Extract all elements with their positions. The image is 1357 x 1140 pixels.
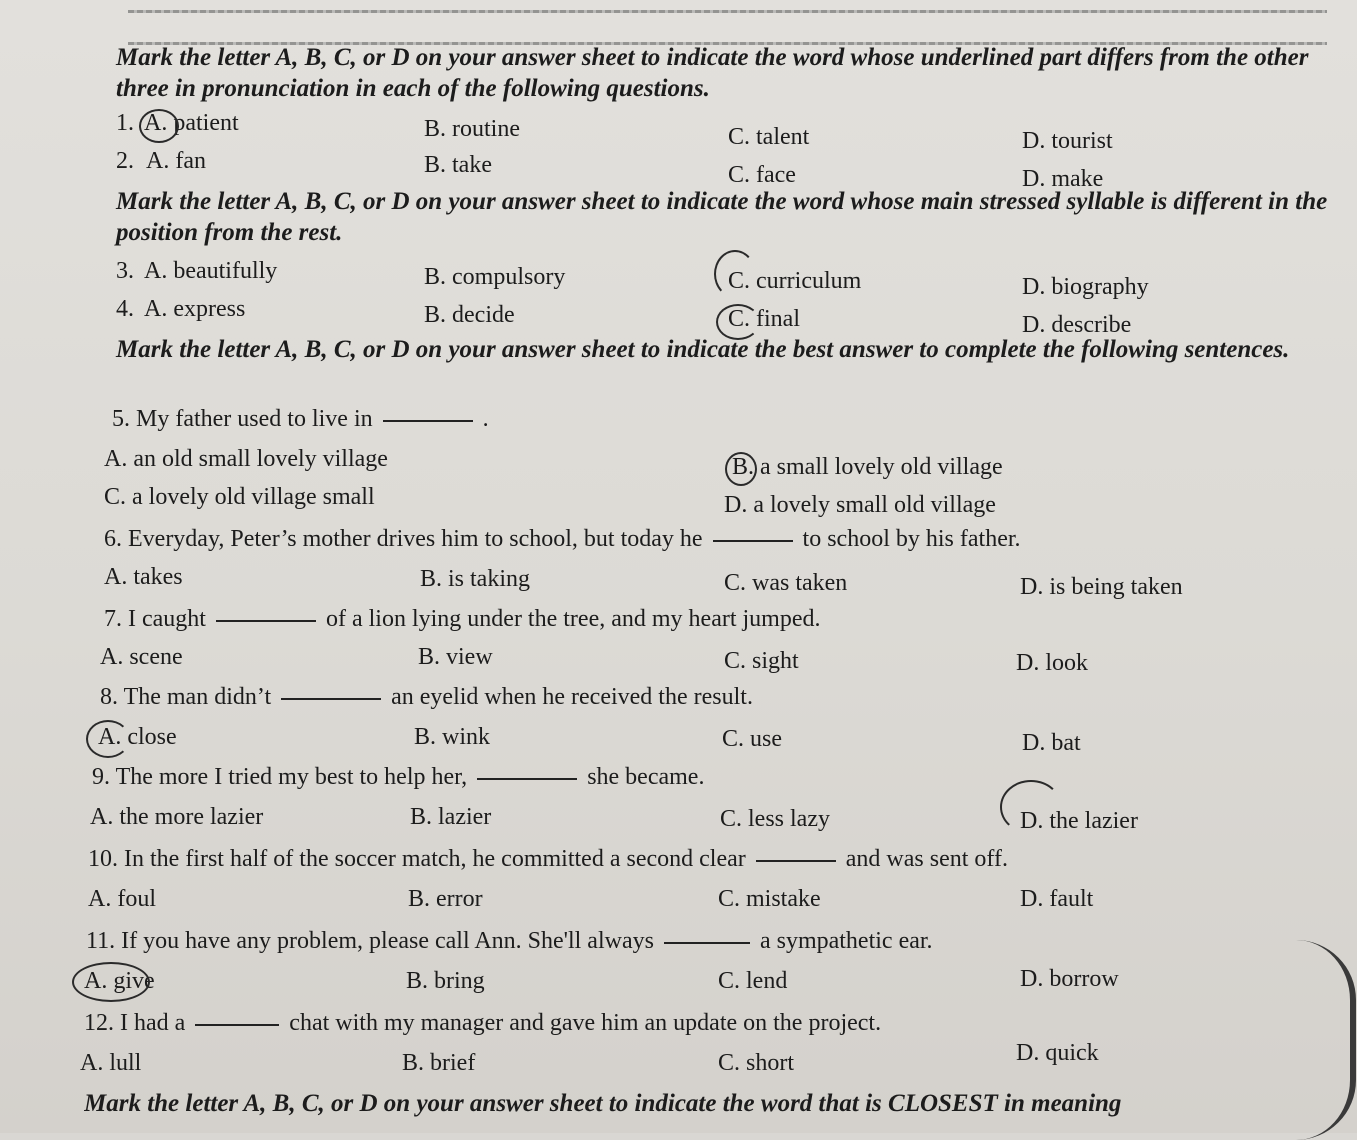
q8-stem [100,684,753,711]
q8-blank [281,698,381,700]
section-1-instruction: Mark the letter A, B, C, or D on your answer sheet to indicate the word whose underlined part differs from the other three in pronunciation in each of the following questions. [116,44,1309,102]
q10-blank [756,860,836,862]
answer-circle-q3 [714,250,756,298]
q11-stem-b: a sympathetic ear. [759,928,933,954]
q8-stem-a: The man didn’t [123,684,272,710]
section-2-instruction: Mark the letter A, B, C, or D on your answer sheet to indicate the word whose main stressed syllable is different in the position from the rest. [116,188,1328,246]
q10-num: 10. [88,846,118,872]
answer-circle-q5 [725,452,757,486]
q8-option-d[interactable]: D. bat [1022,730,1081,756]
q6-stem [104,526,1021,553]
q7-option-d[interactable]: D. look [1016,650,1088,676]
q6-stem-a: Everyday, Peter’s mother drives him to school, but today he [128,526,703,552]
q12-stem-a: I had a [120,1010,186,1036]
q5-stem-a: My father used to live in [136,406,373,432]
q8-option-a[interactable]: A. close [98,724,177,750]
q5-num: 5. [112,406,130,432]
q10-option-a[interactable]: A. foul [88,886,156,912]
q9-stem-a: The more I tried my best to help her, [115,764,468,790]
top-divider [128,10,1327,13]
q11-option-d[interactable]: D. borrow [1020,966,1119,992]
q5-stem-b: . [482,406,489,432]
q7-stem-a: I caught [128,606,206,632]
q2-option-b[interactable]: B. take [424,152,492,178]
q5-blank [383,420,473,422]
q12-option-c[interactable]: C. short [718,1050,795,1076]
q11-stem-a: If you have any problem, please call Ann. She'll always [121,928,654,954]
q4-option-d[interactable]: D. describe [1022,312,1132,338]
q3-num: 3. [116,258,134,284]
answer-circle-q8 [86,720,130,758]
q11-option-a[interactable]: A. give [84,968,155,994]
q6-stem-b: to school by his father. [802,526,1021,552]
q1-option-a[interactable]: A. patient [144,110,239,136]
q9-blank [477,778,577,780]
q9-option-d[interactable]: D. the lazier [1020,808,1138,834]
q9-stem-b: she became. [587,764,705,790]
q10-option-b[interactable]: B. error [408,886,483,912]
q7-blank [216,620,316,622]
q2-option-a[interactable]: A. fan [146,148,206,174]
q12-option-b[interactable]: B. brief [402,1050,476,1076]
q3-option-a[interactable]: A. beautifully [144,258,278,284]
q4-num: 4. [116,296,134,322]
q10-stem-b: and was sent off. [845,846,1008,872]
q3-option-d[interactable]: D. biography [1022,274,1149,300]
q9-option-b[interactable]: B. lazier [410,804,492,830]
q5-option-b[interactable]: B. a small lovely old village [732,454,1003,480]
q5-stem [112,406,489,433]
q2-num: 2. [116,148,134,174]
q1-option-b[interactable]: B. routine [424,116,520,142]
q1-num: 1. [116,110,134,136]
q9-option-c[interactable]: C. less lazy [720,806,830,832]
q11-option-c[interactable]: C. lend [718,968,788,994]
q6-option-c[interactable]: C. was taken [724,570,848,596]
q7-stem [104,606,821,633]
q10-stem [88,846,1008,873]
answer-circle-q1 [139,109,179,143]
q9-num: 9. [92,764,110,790]
answer-circle-q11 [72,962,150,1002]
q12-option-d[interactable]: D. quick [1016,1040,1099,1066]
q9-stem [92,764,704,791]
q5-option-d[interactable]: D. a lovely small old village [724,492,996,518]
q3-option-c[interactable]: C. curriculum [728,268,862,294]
q7-option-b[interactable]: B. view [418,644,493,670]
q12-num: 12. [84,1010,114,1036]
q3-option-b[interactable]: B. compulsory [424,264,566,290]
q7-option-c[interactable]: C. sight [724,648,799,674]
q8-option-c[interactable]: C. use [722,726,782,752]
q6-option-d[interactable]: D. is being taken [1020,574,1183,600]
q5-option-a[interactable]: A. an old small lovely village [104,446,388,472]
q4-option-b[interactable]: B. decide [424,302,515,328]
q2-option-c[interactable]: C. face [728,162,796,188]
q9-option-a[interactable]: A. the more lazier [90,804,264,830]
q11-stem [86,928,933,955]
q5-option-c[interactable]: C. a lovely old village small [104,484,375,510]
q6-option-a[interactable]: A. takes [104,564,183,590]
q4-option-a[interactable]: A. express [144,296,246,322]
q6-num: 6. [104,526,122,552]
q6-blank [713,540,793,542]
q12-option-a[interactable]: A. lull [80,1050,142,1076]
q11-blank [664,942,750,944]
q6-option-b[interactable]: B. is taking [420,566,531,592]
section-4-instruction: Mark the letter A, B, C, or D on your answer sheet to indicate the word that is CLOSEST in meaning [84,1090,1122,1117]
binder-ring-shadow [1290,940,1356,1140]
q11-num: 11. [86,928,116,954]
q12-blank [195,1024,279,1026]
q8-num: 8. [100,684,118,710]
q1-option-d[interactable]: D. tourist [1022,128,1113,154]
q10-option-c[interactable]: C. mistake [718,886,821,912]
q12-stem-b: chat with my manager and gave him an update on the project. [289,1010,882,1036]
answer-circle-q9 [1000,780,1062,834]
q10-stem-a: In the first half of the soccer match, he committed a second clear [124,846,746,872]
q12-stem [84,1010,881,1037]
q8-option-b[interactable]: B. wink [414,724,491,750]
q10-option-d[interactable]: D. fault [1020,886,1094,912]
q1-option-c[interactable]: C. talent [728,124,810,150]
q7-num: 7. [104,606,122,632]
q2-option-d[interactable]: D. make [1022,166,1104,192]
q11-option-b[interactable]: B. bring [406,968,485,994]
section-3-instruction: Mark the letter A, B, C, or D on your answer sheet to indicate the best answer to complete the following sentences. [116,336,1290,363]
q7-option-a[interactable]: A. scene [100,644,183,670]
q8-stem-b: an eyelid when he received the result. [391,684,753,710]
q7-stem-b: of a lion lying under the tree, and my heart jumped. [325,606,821,632]
q4-option-c[interactable]: C. final [728,306,800,332]
